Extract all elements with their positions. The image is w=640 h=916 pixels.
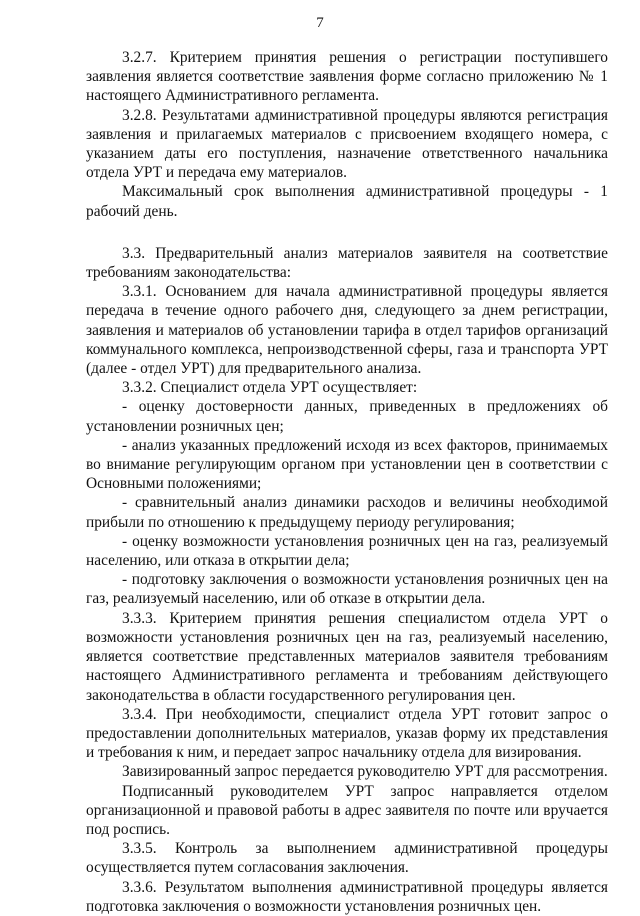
- paragraph-max-duration: Максимальный срок выполнения административной процедуры - 1 рабочий день.: [86, 183, 608, 220]
- paragraph-3-3-2: 3.3.2. Специалист отдела УРТ осуществляет:: [122, 379, 418, 397]
- paragraph-3-3-6: 3.3.6. Результатом выполнения административной процедуры является подготовка заключения о возможности установления розничных цен.: [86, 878, 608, 915]
- page-number: 7: [316, 15, 324, 31]
- document-body: [86, 48, 608, 916]
- paragraph-3-3-5: 3.3.5. Контроль за выполнением административной процедуры осуществляется путем согласования заключения.: [86, 840, 608, 877]
- paragraph-endorsed-request: Завизированный запрос передается руководителю УРТ для рассмотрения.: [122, 763, 608, 781]
- paragraph-3-3-3: 3.3.3. Критерием принятия решения специалистом отдела УРТ о возможности установления розничных цен на газ, реализуемый населению, является соответствие представленных материалов заявителя требованиям настоящего Административного регламента и требованиям действующего законодательства в области государственного регулирования цен.: [86, 609, 608, 704]
- section-heading-3-3: 3.3. Предварительный анализ материалов заявителя на соответствие требованиям законодательства:: [86, 244, 608, 282]
- list-item-proposal-analysis: - анализ указанных предложений исходя из всех факторов, принимаемых во внимание регулирующим органом при установлении цен в соответствии с Основными положениями;: [86, 436, 608, 493]
- paragraph-3-2-8: 3.2.8. Результатами административной процедуры являются регистрация заявления и прилагаемых материалов с присвоением входящего номера, с указанием даты его поступления, назначение ответственного начальника отдела УРТ и передача ему материалов.: [86, 106, 608, 182]
- list-item-data-reliability: - оценку достоверности данных, приведенных в предложениях об установлении розничных цен;: [86, 398, 608, 435]
- paragraph-3-2-7: 3.2.7. Критерием принятия решения о регистрации поступившего заявления является соответствие заявления форме согласно приложению № 1 настоящего Административного регламента.: [86, 49, 608, 105]
- paragraph-3-3-4: 3.3.4. При необходимости, специалист отдела УРТ готовит запрос о предоставлении дополнительных материалов, указав форму их представления и требования к ним, и передает запрос начальнику отдела для визирования.: [86, 705, 608, 762]
- paragraph-signed-request: Подписанный руководителем УРТ запрос направляется отделом организационной и правовой работы в адрес заявителя по почте или вручается под роспись.: [86, 782, 608, 838]
- list-item-comparative-analysis: - сравнительный анализ динамики расходов и величины необходимой прибыли по отношению к предыдущему периоду регулирования;: [86, 494, 608, 531]
- list-item-price-possibility: - оценку возможности установления розничных цен на газ, реализуемый населению, или отказа в открытии дела;: [86, 532, 608, 570]
- paragraph-3-3-1: 3.3.1. Основанием для начала административной процедуры является передача в течение одного рабочего дня, следующего за днем регистрации, заявления и материалов об установлении тарифа в отдел тарифов организаций коммунального комплекса, непроизводственной сферы, газа и транспорта УРТ (далее - отдел УРТ) для предварительного анализа.: [86, 283, 608, 378]
- list-item-conclusion-preparation: - подготовку заключения о возможности установления розничных цен на газ, реализуемый населению, или об отказе в открытии дела.: [86, 571, 608, 608]
